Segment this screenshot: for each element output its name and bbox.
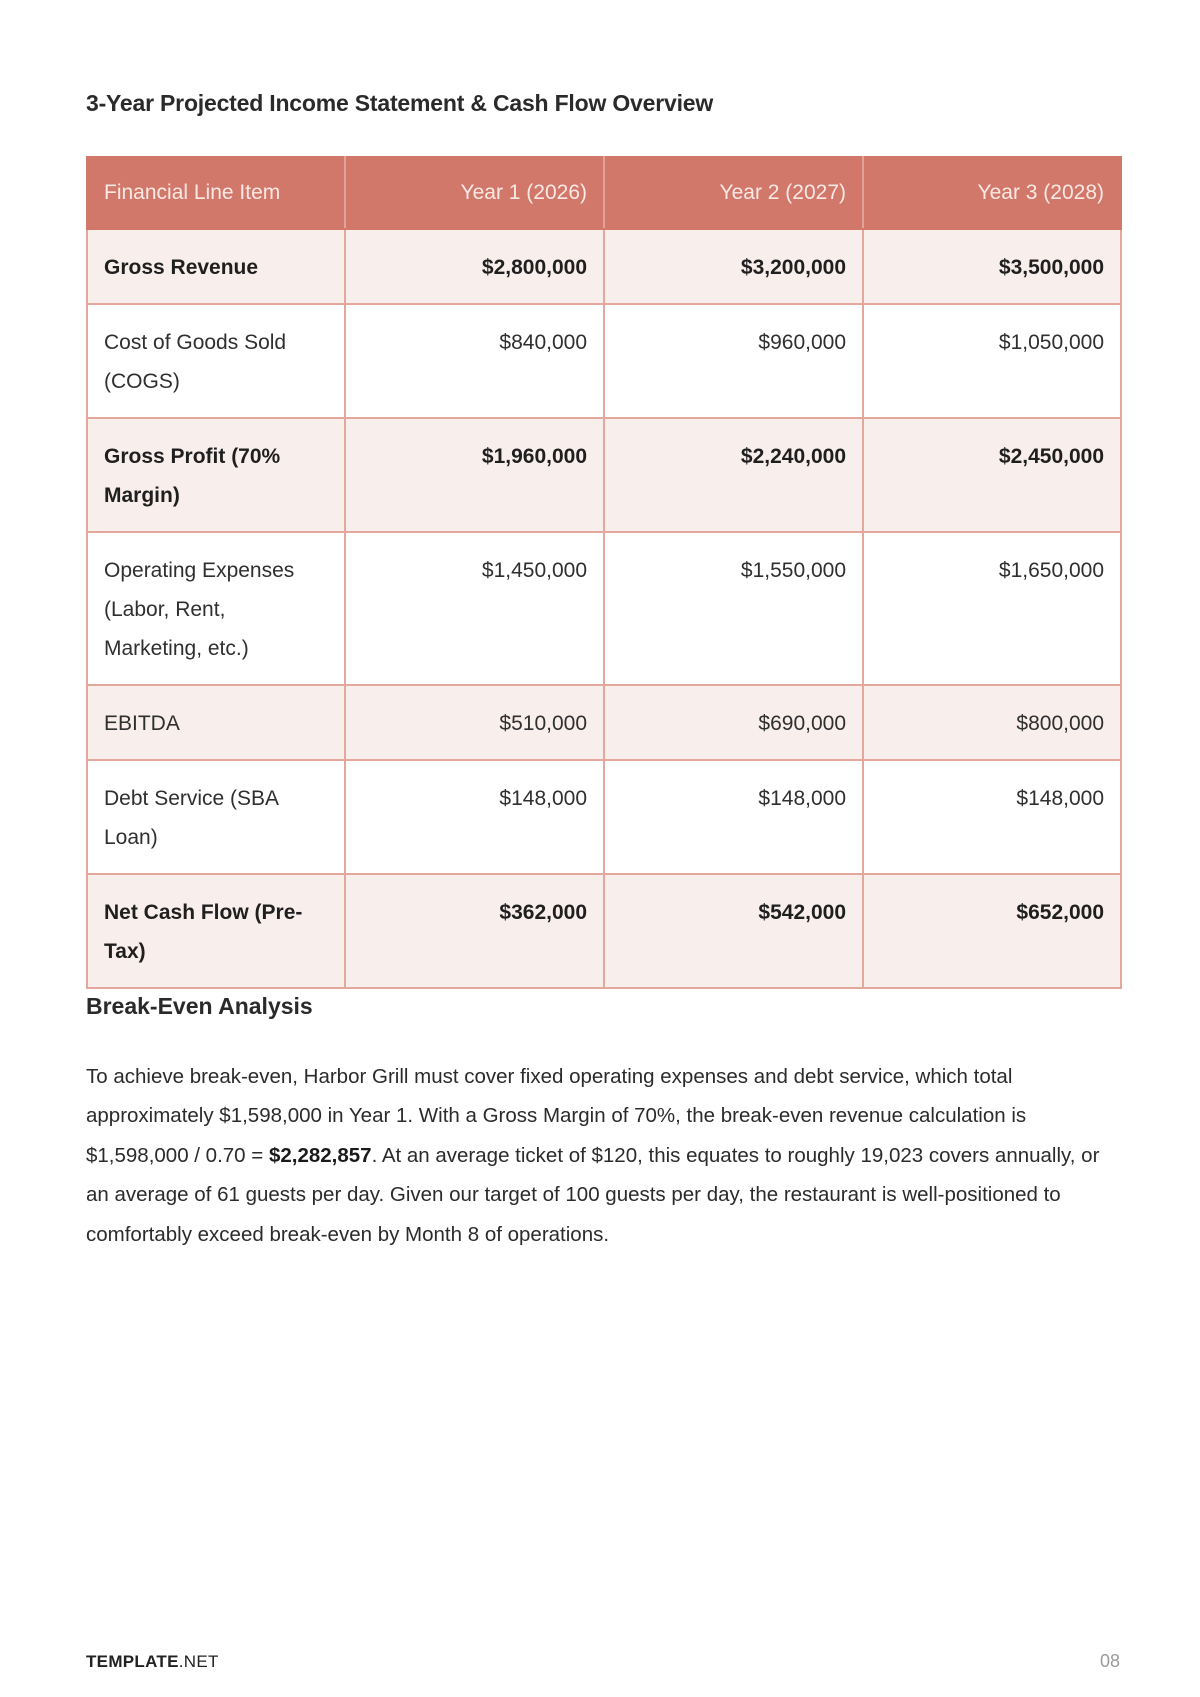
- cell-year-1: $510,000: [345, 685, 604, 760]
- table-row-cogs: [87, 304, 1121, 418]
- cell-year-3: $1,050,000: [863, 304, 1121, 418]
- cell-year-1: $362,000: [345, 874, 604, 988]
- cell-year-2: $1,550,000: [604, 532, 863, 685]
- brand-logo-bold: TEMPLATE: [86, 1652, 179, 1671]
- column-header-year-1: Year 1 (2026): [345, 157, 604, 229]
- row-label: Operating Expenses (Labor, Rent, Marketing, etc.): [87, 532, 345, 685]
- row-label: Debt Service (SBA Loan): [87, 760, 345, 874]
- cell-year-3: $1,650,000: [863, 532, 1121, 685]
- row-label: Cost of Goods Sold (COGS): [87, 304, 345, 418]
- table-row-gross-revenue: [87, 229, 1121, 304]
- column-header-year-3: Year 3 (2028): [863, 157, 1121, 229]
- table-header-row: [87, 157, 1121, 229]
- break-even-paragraph: [86, 1057, 1126, 1255]
- column-header-line-item: Financial Line Item: [87, 157, 345, 229]
- column-header-year-2: Year 2 (2027): [604, 157, 863, 229]
- table-row-debt-service: [87, 760, 1121, 874]
- income-statement-table: [86, 156, 1122, 989]
- cell-year-1: $1,450,000: [345, 532, 604, 685]
- row-label: Gross Revenue: [87, 229, 345, 304]
- table-row-gross-profit: [87, 418, 1121, 532]
- cell-year-2: $542,000: [604, 874, 863, 988]
- row-label: EBITDA: [87, 685, 345, 760]
- page-number: 08: [1099, 1651, 1120, 1671]
- cell-year-3: $3,500,000: [863, 229, 1121, 304]
- table-row-ebitda: [87, 685, 1121, 760]
- cell-year-3: $652,000: [863, 874, 1121, 988]
- cell-year-2: $2,240,000: [604, 418, 863, 532]
- break-even-heading: Break-Even Analysis: [86, 993, 313, 1019]
- row-label: Gross Profit (70% Margin): [87, 418, 345, 532]
- cell-year-3: $148,000: [863, 760, 1121, 874]
- page-heading: 3-Year Projected Income Statement & Cash Flow Overview: [86, 90, 714, 116]
- brand-logo-suffix: .NET: [178, 1652, 219, 1671]
- table-row-net-cash-flow: [87, 874, 1121, 988]
- break-even-revenue-value: $2,282,857: [268, 1143, 372, 1167]
- cell-year-1: $2,800,000: [345, 229, 604, 304]
- paragraph-text-part-1: To achieve break-even, Harbor Grill must cover fixed operating expenses and debt service, which total approximately $1,598,000 in Year 1. With a Gross Margin of 70%, the break-even revenue calculation is $1,598,000 / 0.70 =: [86, 1064, 1027, 1167]
- cell-year-3: $800,000: [863, 685, 1121, 760]
- cell-year-2: $960,000: [604, 304, 863, 418]
- cell-year-2: $148,000: [604, 760, 863, 874]
- cell-year-1: $148,000: [345, 760, 604, 874]
- cell-year-1: $1,960,000: [345, 418, 604, 532]
- cell-year-2: $690,000: [604, 685, 863, 760]
- cell-year-3: $2,450,000: [863, 418, 1121, 532]
- cell-year-1: $840,000: [345, 304, 604, 418]
- table-row-operating-expenses: [87, 532, 1121, 685]
- row-label: Net Cash Flow (Pre-Tax): [87, 874, 345, 988]
- paragraph-text-part-2: . At an average ticket of $120, this equates to roughly 19,023 covers annually, or an average of 61 guests per day. Given our target of 100 guests per day, the restaurant is well-positioned to comfortably exceed break-even by Month 8 of operations.: [86, 1143, 1100, 1246]
- cell-year-2: $3,200,000: [604, 229, 863, 304]
- brand-logo: [86, 1652, 219, 1672]
